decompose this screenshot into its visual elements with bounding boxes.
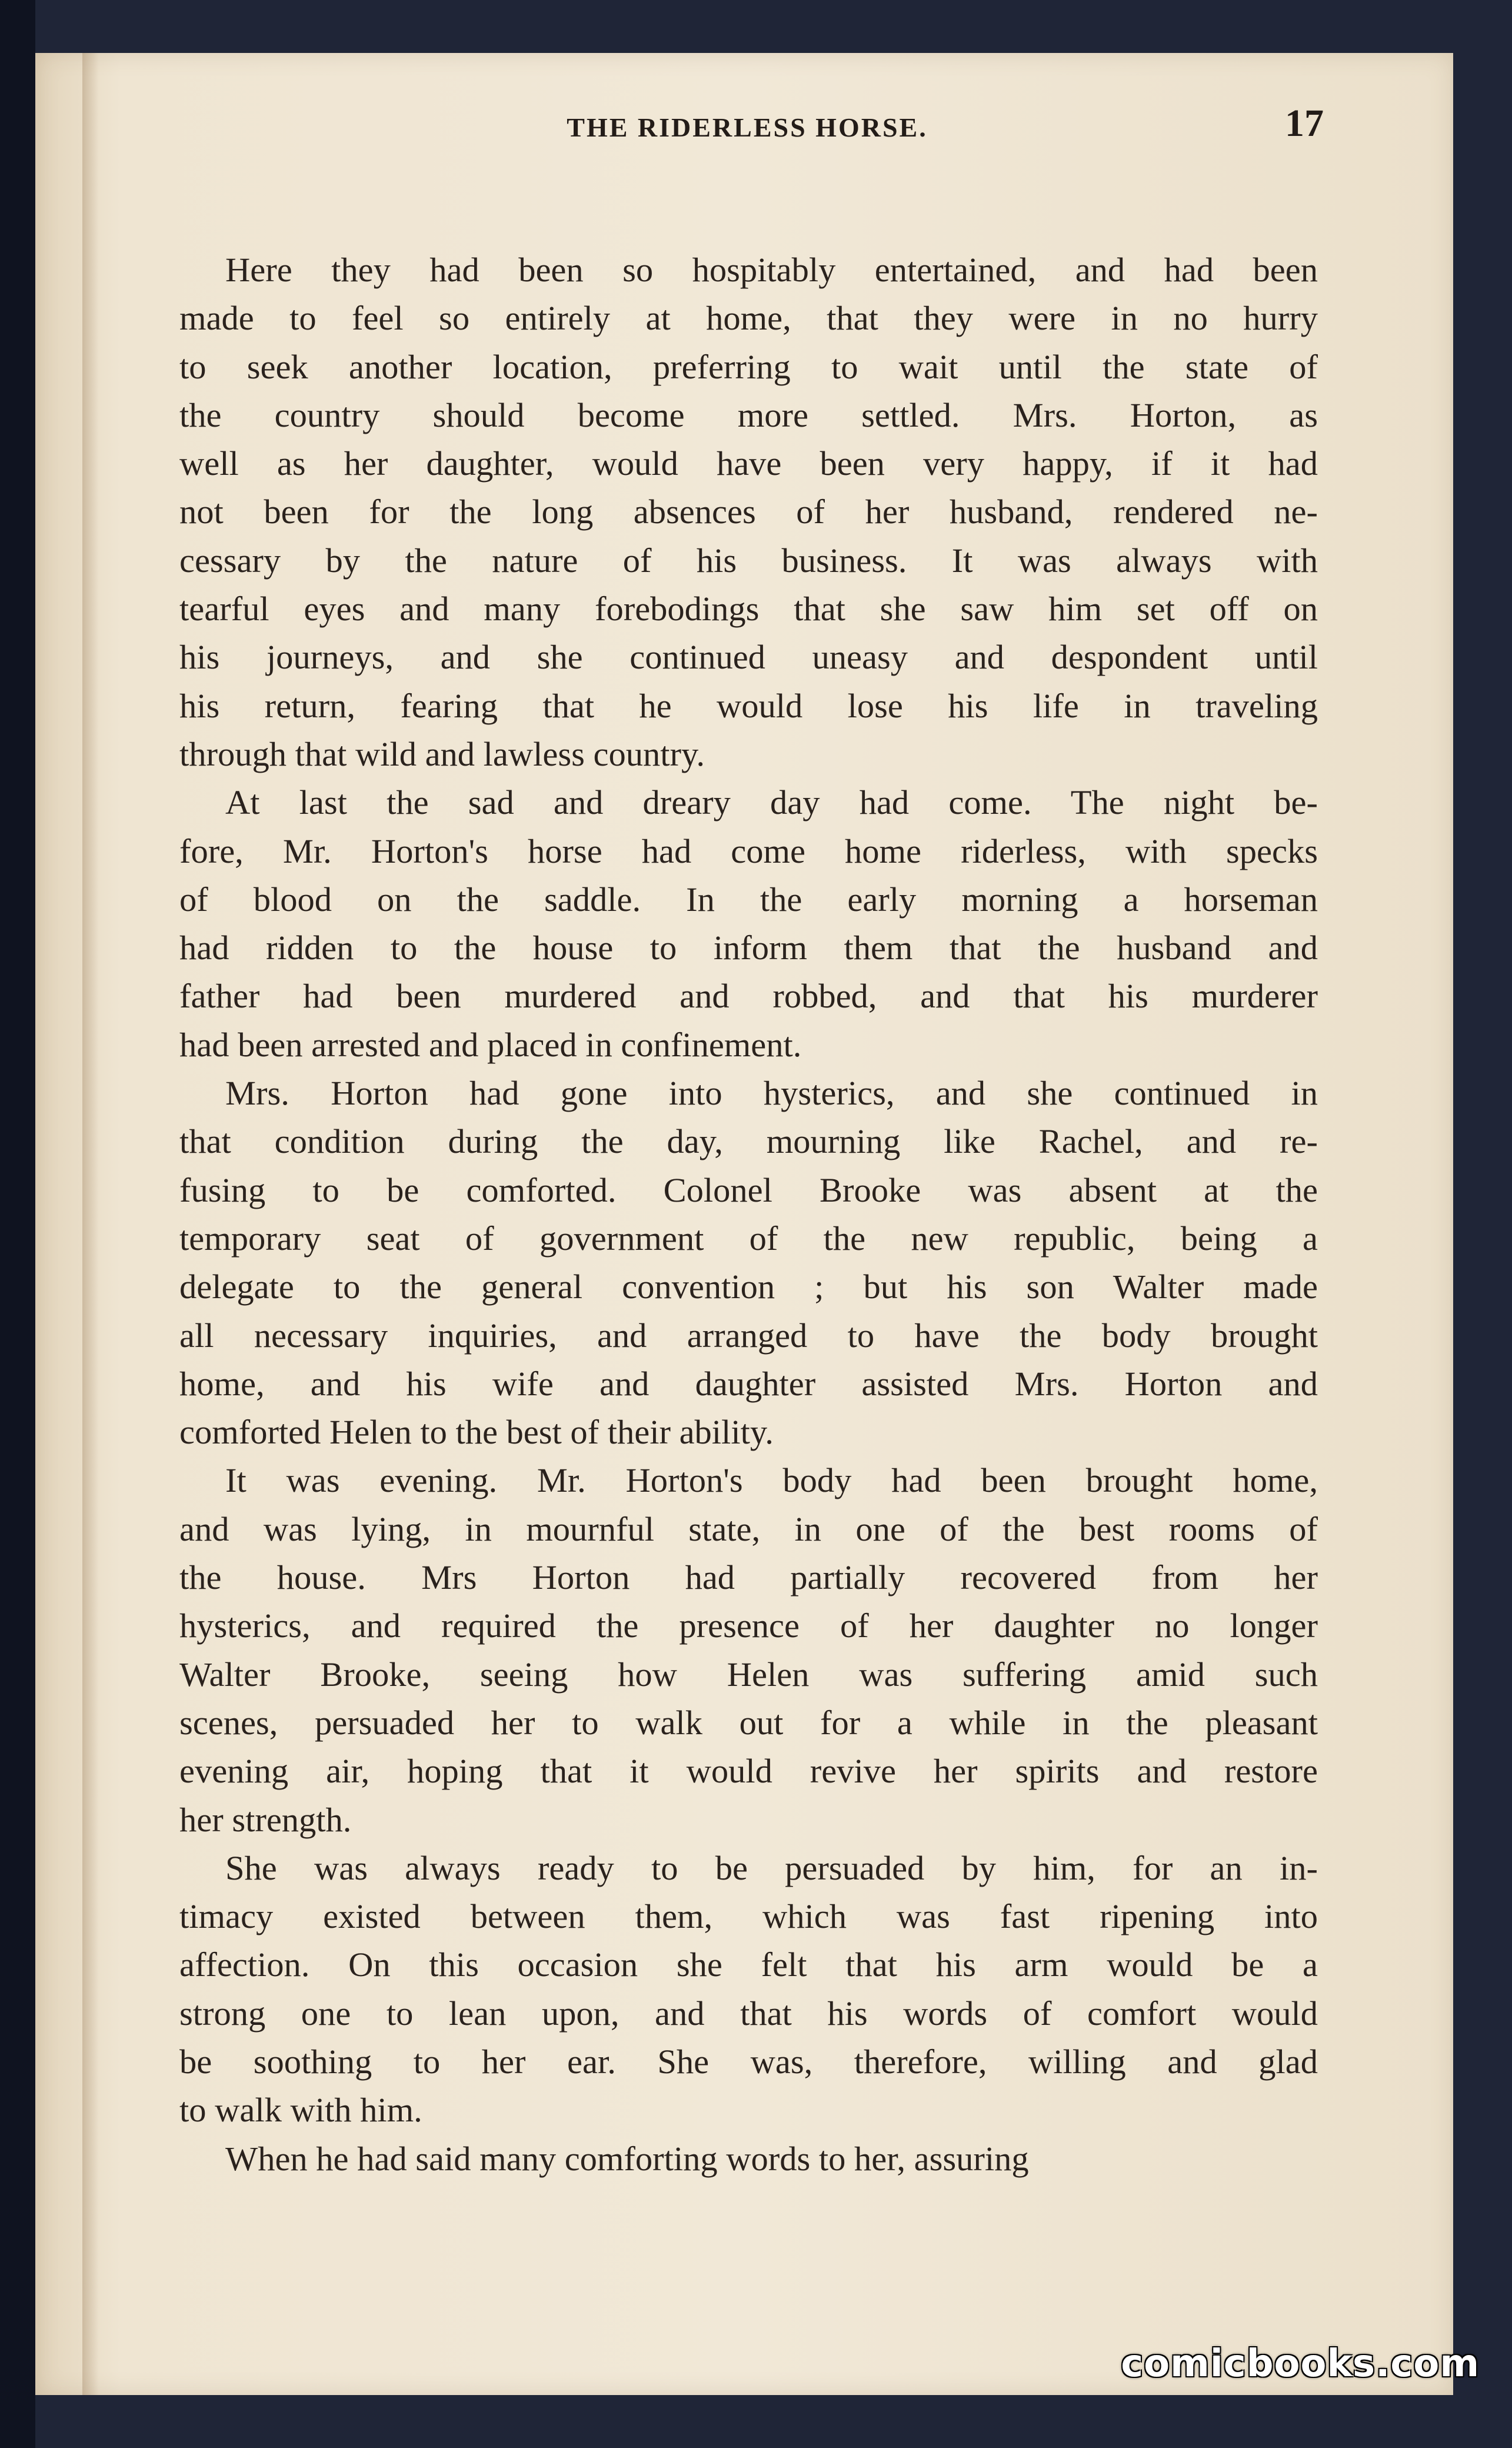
body-text: [179, 246, 1318, 2183]
text-line: delegate to the general convention ; but his son Walter made: [179, 1268, 1318, 1306]
text-line: of blood on the saddle. In the early morning a horseman: [179, 880, 1318, 919]
text-line: to seek another location, preferring to wait until the state of: [179, 347, 1318, 386]
page-number: 17: [1285, 102, 1324, 145]
text-line: father had been murdered and robbed, and that his murderer: [179, 977, 1318, 1016]
text-line: made to feel so entirely at home, that they were in no hurry: [179, 299, 1318, 338]
text-line: Walter Brooke, seeing how Helen was suffering amid such: [179, 1655, 1318, 1694]
paragraph: [179, 1456, 1318, 1844]
text-line: timacy existed between them, which was fast ripening into: [179, 1897, 1318, 1936]
paragraph: [179, 2135, 1318, 2183]
paragraph: [179, 1069, 1318, 1456]
text-line: scenes, persuaded her to walk out for a while in the pleasant: [179, 1703, 1318, 1742]
text-line: not been for the long absences of her husband, rendered ne-: [179, 493, 1318, 531]
text-line: When he had said many comforting words to her, assuring: [225, 2139, 1029, 2178]
text-line: tearful eyes and many forebodings that she saw him set off on: [179, 590, 1318, 628]
text-line: well as her daughter, would have been very happy, if it had: [179, 444, 1318, 483]
text-line: strong one to lean upon, and that his words of comfort would: [179, 1994, 1318, 2033]
text-line: all necessary inquiries, and arranged to have the body brought: [179, 1316, 1318, 1355]
text-line: had ridden to the house to inform them that the husband and: [179, 929, 1318, 967]
text-line: temporary seat of government of the new republic, being a: [179, 1219, 1318, 1258]
text-line: affection. On this occasion she felt that his arm would be a: [179, 1945, 1318, 1984]
text-line: had been arrested and placed in confinement.: [179, 1025, 802, 1064]
text-line: She was always ready to be persuaded by him, for an in-: [225, 1848, 1318, 1887]
paragraph: [179, 1844, 1318, 2135]
paragraph: [179, 779, 1318, 1069]
text-line: his return, fearing that he would lose his life in traveling: [179, 686, 1318, 725]
text-line: the country should become more settled. Mrs. Horton, as: [179, 395, 1318, 434]
page-header: [171, 102, 1324, 159]
book-spine-edge: [0, 0, 35, 2448]
text-line: his journeys, and she continued uneasy and despondent until: [179, 638, 1318, 677]
text-line: comforted Helen to the best of their ability.: [179, 1413, 774, 1452]
running-head: THE RIDERLESS HORSE.: [567, 112, 928, 142]
text-line: through that wild and lawless country.: [179, 734, 705, 773]
paragraph: [179, 246, 1318, 779]
text-line: fore, Mr. Horton's horse had come home riderless, with specks: [179, 831, 1318, 870]
text-line: and was lying, in mournful state, in one of the best rooms of: [179, 1509, 1318, 1548]
page-gutter-shadow: [82, 53, 99, 2395]
text-line: Here they had been so hospitably entertained, and had been: [225, 251, 1318, 289]
text-line: fusing to be comforted. Colonel Brooke was absent at the: [179, 1170, 1318, 1209]
text-line: her strength.: [179, 1800, 352, 1839]
text-line: to walk with him.: [179, 2091, 422, 2130]
watermark: comicbooks.com: [1121, 2342, 1480, 2386]
text-line: Mrs. Horton had gone into hysterics, and she continued in: [225, 1074, 1318, 1113]
text-line: cessary by the nature of his business. It was always with: [179, 541, 1318, 580]
text-line: the house. Mrs Horton had partially recovered from her: [179, 1558, 1318, 1597]
text-line: that condition during the day, mourning like Rachel, and re-: [179, 1122, 1318, 1161]
text-line: be soothing to her ear. She was, therefore, willing and glad: [179, 2042, 1318, 2081]
text-line: home, and his wife and daughter assisted Mrs. Horton and: [179, 1364, 1318, 1403]
text-line: At last the sad and dreary day had come. The night be-: [225, 783, 1318, 822]
text-line: It was evening. Mr. Horton's body had been brought home,: [225, 1461, 1318, 1500]
text-line: evening air, hoping that it would revive her spirits and restore: [179, 1752, 1318, 1791]
text-line: hysterics, and required the presence of her daughter no longer: [179, 1606, 1318, 1645]
